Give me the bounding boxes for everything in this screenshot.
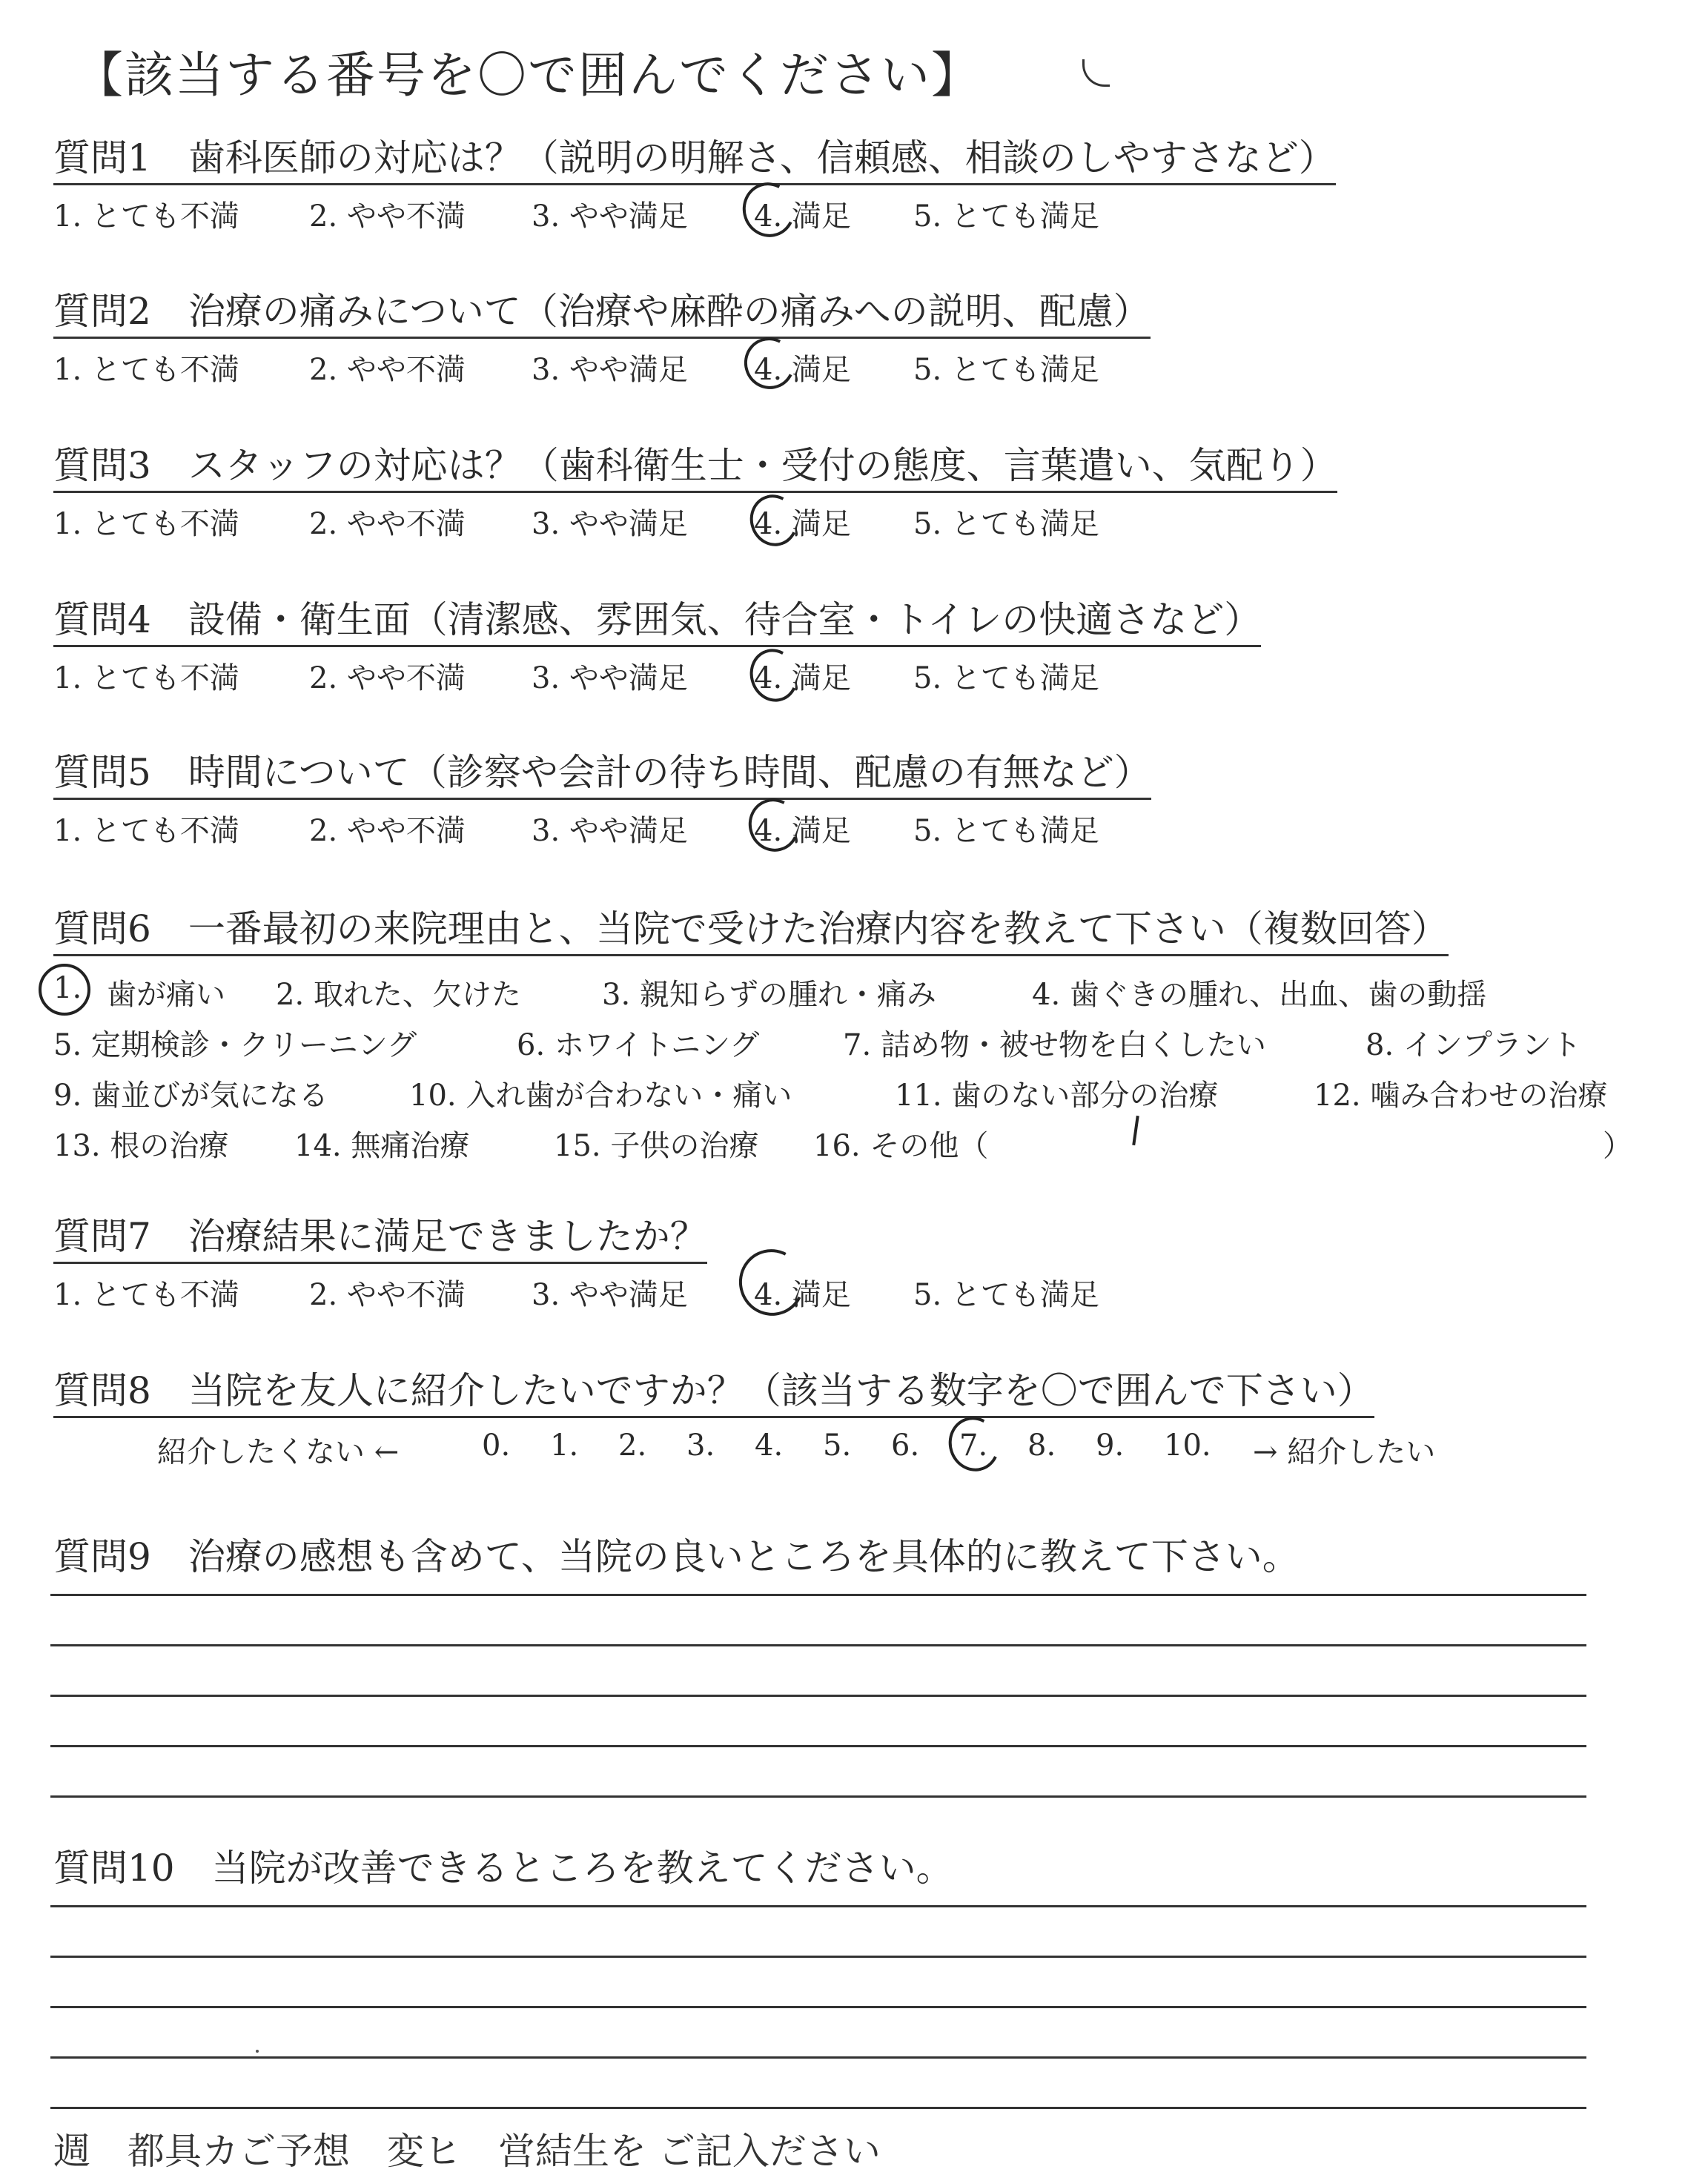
option-2[interactable]: 2. 取れた、欠けた — [276, 978, 521, 1012]
option-2[interactable]: 2. やや不満 — [309, 813, 466, 848]
option-5[interactable]: 5. とても満足 — [913, 199, 1099, 234]
option-1[interactable]: 1. とても不満 — [53, 1277, 239, 1312]
answer-line — [50, 2006, 1586, 2008]
option-1[interactable]: 1. とても不満 — [53, 506, 239, 541]
answer-line — [50, 2107, 1586, 2109]
option-1-label[interactable]: 歯が痛い — [107, 978, 225, 1012]
option-3[interactable]: 3. やや満足 — [532, 661, 688, 695]
question-4 — [53, 599, 1261, 696]
option-2[interactable]: 2. やや不満 — [309, 661, 466, 695]
option-3[interactable]: 3. やや満足 — [532, 199, 688, 234]
scale-left-label: 紹介したくない ← — [157, 1434, 400, 1469]
option-4[interactable]: 4. 満足 — [754, 506, 851, 541]
scale-2[interactable]: 2. — [618, 1428, 647, 1463]
question-8 — [53, 1369, 1436, 1470]
question-9-answer-area[interactable] — [50, 1594, 1586, 1846]
answer-circle — [941, 1410, 1007, 1477]
option-5[interactable]: 5. とても満足 — [913, 813, 1099, 848]
scale-5[interactable]: 5. — [823, 1428, 852, 1463]
question-6-title: 質問6 一番最初の来院理由と、当院で受けた治療内容を教えて下さい（複数回答） — [53, 908, 1449, 956]
question-1-options — [53, 193, 1336, 234]
scan-dot — [256, 2050, 259, 2053]
handwritten-tick — [1132, 1116, 1139, 1145]
scale-0[interactable]: 0. — [482, 1428, 511, 1463]
option-13[interactable]: 13. 根の治療 — [53, 1129, 229, 1163]
answer-line — [50, 1956, 1586, 1958]
scale-right-label: → 紹介したい — [1253, 1434, 1436, 1469]
scale-4[interactable]: 4. — [755, 1428, 784, 1463]
option-1[interactable]: 1. とても不満 — [53, 199, 239, 234]
question-1-title: 質問1 歯科医師の対応は？（説明の明解さ、信頼感、相談のしやすさなど） — [53, 137, 1336, 185]
question-4-options — [53, 655, 1261, 696]
answer-line — [50, 2056, 1586, 2059]
option-12[interactable]: 12. 噛み合わせの治療 — [1314, 1079, 1608, 1113]
option-10[interactable]: 10. 入れ歯が合わない・痛い — [409, 1079, 792, 1113]
option-7[interactable]: 7. 詰め物・被せ物を白くしたい — [843, 1028, 1266, 1062]
option-4[interactable]: 4. 満足 — [754, 1277, 851, 1312]
answer-circle — [744, 488, 804, 552]
answer-line — [50, 1695, 1586, 1697]
option-3[interactable]: 3. やや満足 — [532, 352, 688, 387]
question-3-title: 質問3 スタッフの対応は？（歯科衛生士・受付の態度、言葉遣い、気配り） — [53, 445, 1337, 493]
option-4[interactable]: 4. 満足 — [754, 661, 851, 695]
question-7 — [53, 1215, 1099, 1313]
scale-7[interactable]: 7. — [959, 1428, 988, 1463]
question-3-options — [53, 500, 1337, 542]
option-2[interactable]: 2. やや不満 — [309, 352, 466, 387]
option-2[interactable]: 2. やや不満 — [309, 506, 466, 541]
scale-9[interactable]: 9. — [1096, 1428, 1125, 1463]
option-3[interactable]: 3. 親知らずの腫れ・痛み — [602, 978, 936, 1012]
question-2 — [53, 291, 1151, 388]
cut-off-footer-text: 週 都具カご予想 変ヒ 営結生を ご記入ださい — [53, 2130, 881, 2173]
option-5[interactable]: 5. とても満足 — [913, 661, 1099, 695]
question-8-scale — [53, 1428, 1436, 1470]
question-5 — [53, 752, 1151, 849]
question-7-title: 質問7 治療結果に満足できましたか？ — [53, 1216, 707, 1264]
page-title: 【該当する番号を〇で囲んでください】 — [74, 47, 982, 104]
answer-line — [50, 1745, 1586, 1747]
question-10-answer-area[interactable] — [50, 1905, 1586, 2157]
scale-8[interactable]: 8. — [1027, 1428, 1056, 1463]
scale-1[interactable]: 1. — [550, 1428, 579, 1463]
question-10-title: 質問10 当院が改善できるところを教えてください。 — [53, 1847, 953, 1890]
option-4[interactable]: 4. 満足 — [754, 199, 851, 234]
question-4-title: 質問4 設備・衛生面（清潔感、雰囲気、待合室・トイレの快適さなど） — [53, 599, 1261, 647]
answer-line — [50, 1795, 1586, 1798]
question-3 — [53, 445, 1337, 542]
option-1[interactable]: 1. — [53, 971, 82, 1005]
option-1[interactable]: 1. とても不満 — [53, 813, 239, 848]
option-4[interactable]: 4. 満足 — [754, 813, 851, 848]
question-5-title: 質問5 時間について（診察や会計の待ち時間、配慮の有無など） — [53, 752, 1151, 800]
answer-circle — [39, 964, 90, 1016]
question-8-title: 質問8 当院を友人に紹介したいですか？（該当する数字を〇で囲んで下さい） — [53, 1370, 1374, 1418]
option-4[interactable]: 4. 満足 — [754, 352, 851, 387]
question-5-options — [53, 807, 1151, 849]
scale-10[interactable]: 10. — [1164, 1428, 1211, 1463]
option-3[interactable]: 3. やや満足 — [532, 506, 688, 541]
option-3[interactable]: 3. やや満足 — [532, 813, 688, 848]
option-16[interactable]: 16. その他（ — [813, 1129, 989, 1163]
option-6[interactable]: 6. ホワイトニング — [517, 1028, 760, 1062]
question-7-options — [53, 1271, 1099, 1313]
question-9 — [53, 1527, 1300, 1580]
option-15[interactable]: 15. 子供の治療 — [554, 1129, 759, 1163]
option-4[interactable]: 4. 歯ぐきの腫れ、出血、歯の動揺 — [1032, 978, 1487, 1012]
option-11[interactable]: 11. 歯のない部分の治療 — [895, 1079, 1219, 1113]
option-2[interactable]: 2. やや不満 — [309, 199, 466, 234]
option-1[interactable]: 1. とても不満 — [53, 661, 239, 695]
option-5[interactable]: 5. とても満足 — [913, 352, 1099, 387]
handwritten-mark — [1082, 59, 1110, 87]
option-9[interactable]: 9. 歯並びが気になる — [53, 1079, 328, 1113]
answer-circle — [743, 642, 804, 707]
scale-3[interactable]: 3. — [686, 1428, 715, 1463]
option-5[interactable]: 5. とても満足 — [913, 1277, 1099, 1312]
question-9-title: 質問9 治療の感想も含めて、当院の良いところを具体的に教えて下さい。 — [53, 1535, 1300, 1578]
question-2-title: 質問2 治療の痛みについて（治療や麻酔の痛みへの説明、配慮） — [53, 291, 1151, 339]
option-2[interactable]: 2. やや不満 — [309, 1277, 466, 1312]
question-10 — [53, 1838, 953, 1892]
answer-line — [50, 1644, 1586, 1646]
scale-6[interactable]: 6. — [891, 1428, 920, 1463]
question-2-options — [53, 346, 1151, 388]
question-1 — [53, 137, 1336, 234]
option-1[interactable]: 1. とても不満 — [53, 352, 239, 387]
option-14[interactable]: 14. 無痛治療 — [294, 1129, 470, 1163]
option-3[interactable]: 3. やや満足 — [532, 1277, 688, 1312]
question-6 — [53, 908, 1449, 956]
option-5[interactable]: 5. とても満足 — [913, 506, 1099, 541]
option-16-close: ） — [1603, 1129, 1632, 1163]
answer-line — [50, 1905, 1586, 1907]
answer-line — [50, 1594, 1586, 1596]
option-5[interactable]: 5. 定期検診・クリーニング — [53, 1028, 417, 1062]
option-8[interactable]: 8. インプラント — [1366, 1028, 1581, 1062]
